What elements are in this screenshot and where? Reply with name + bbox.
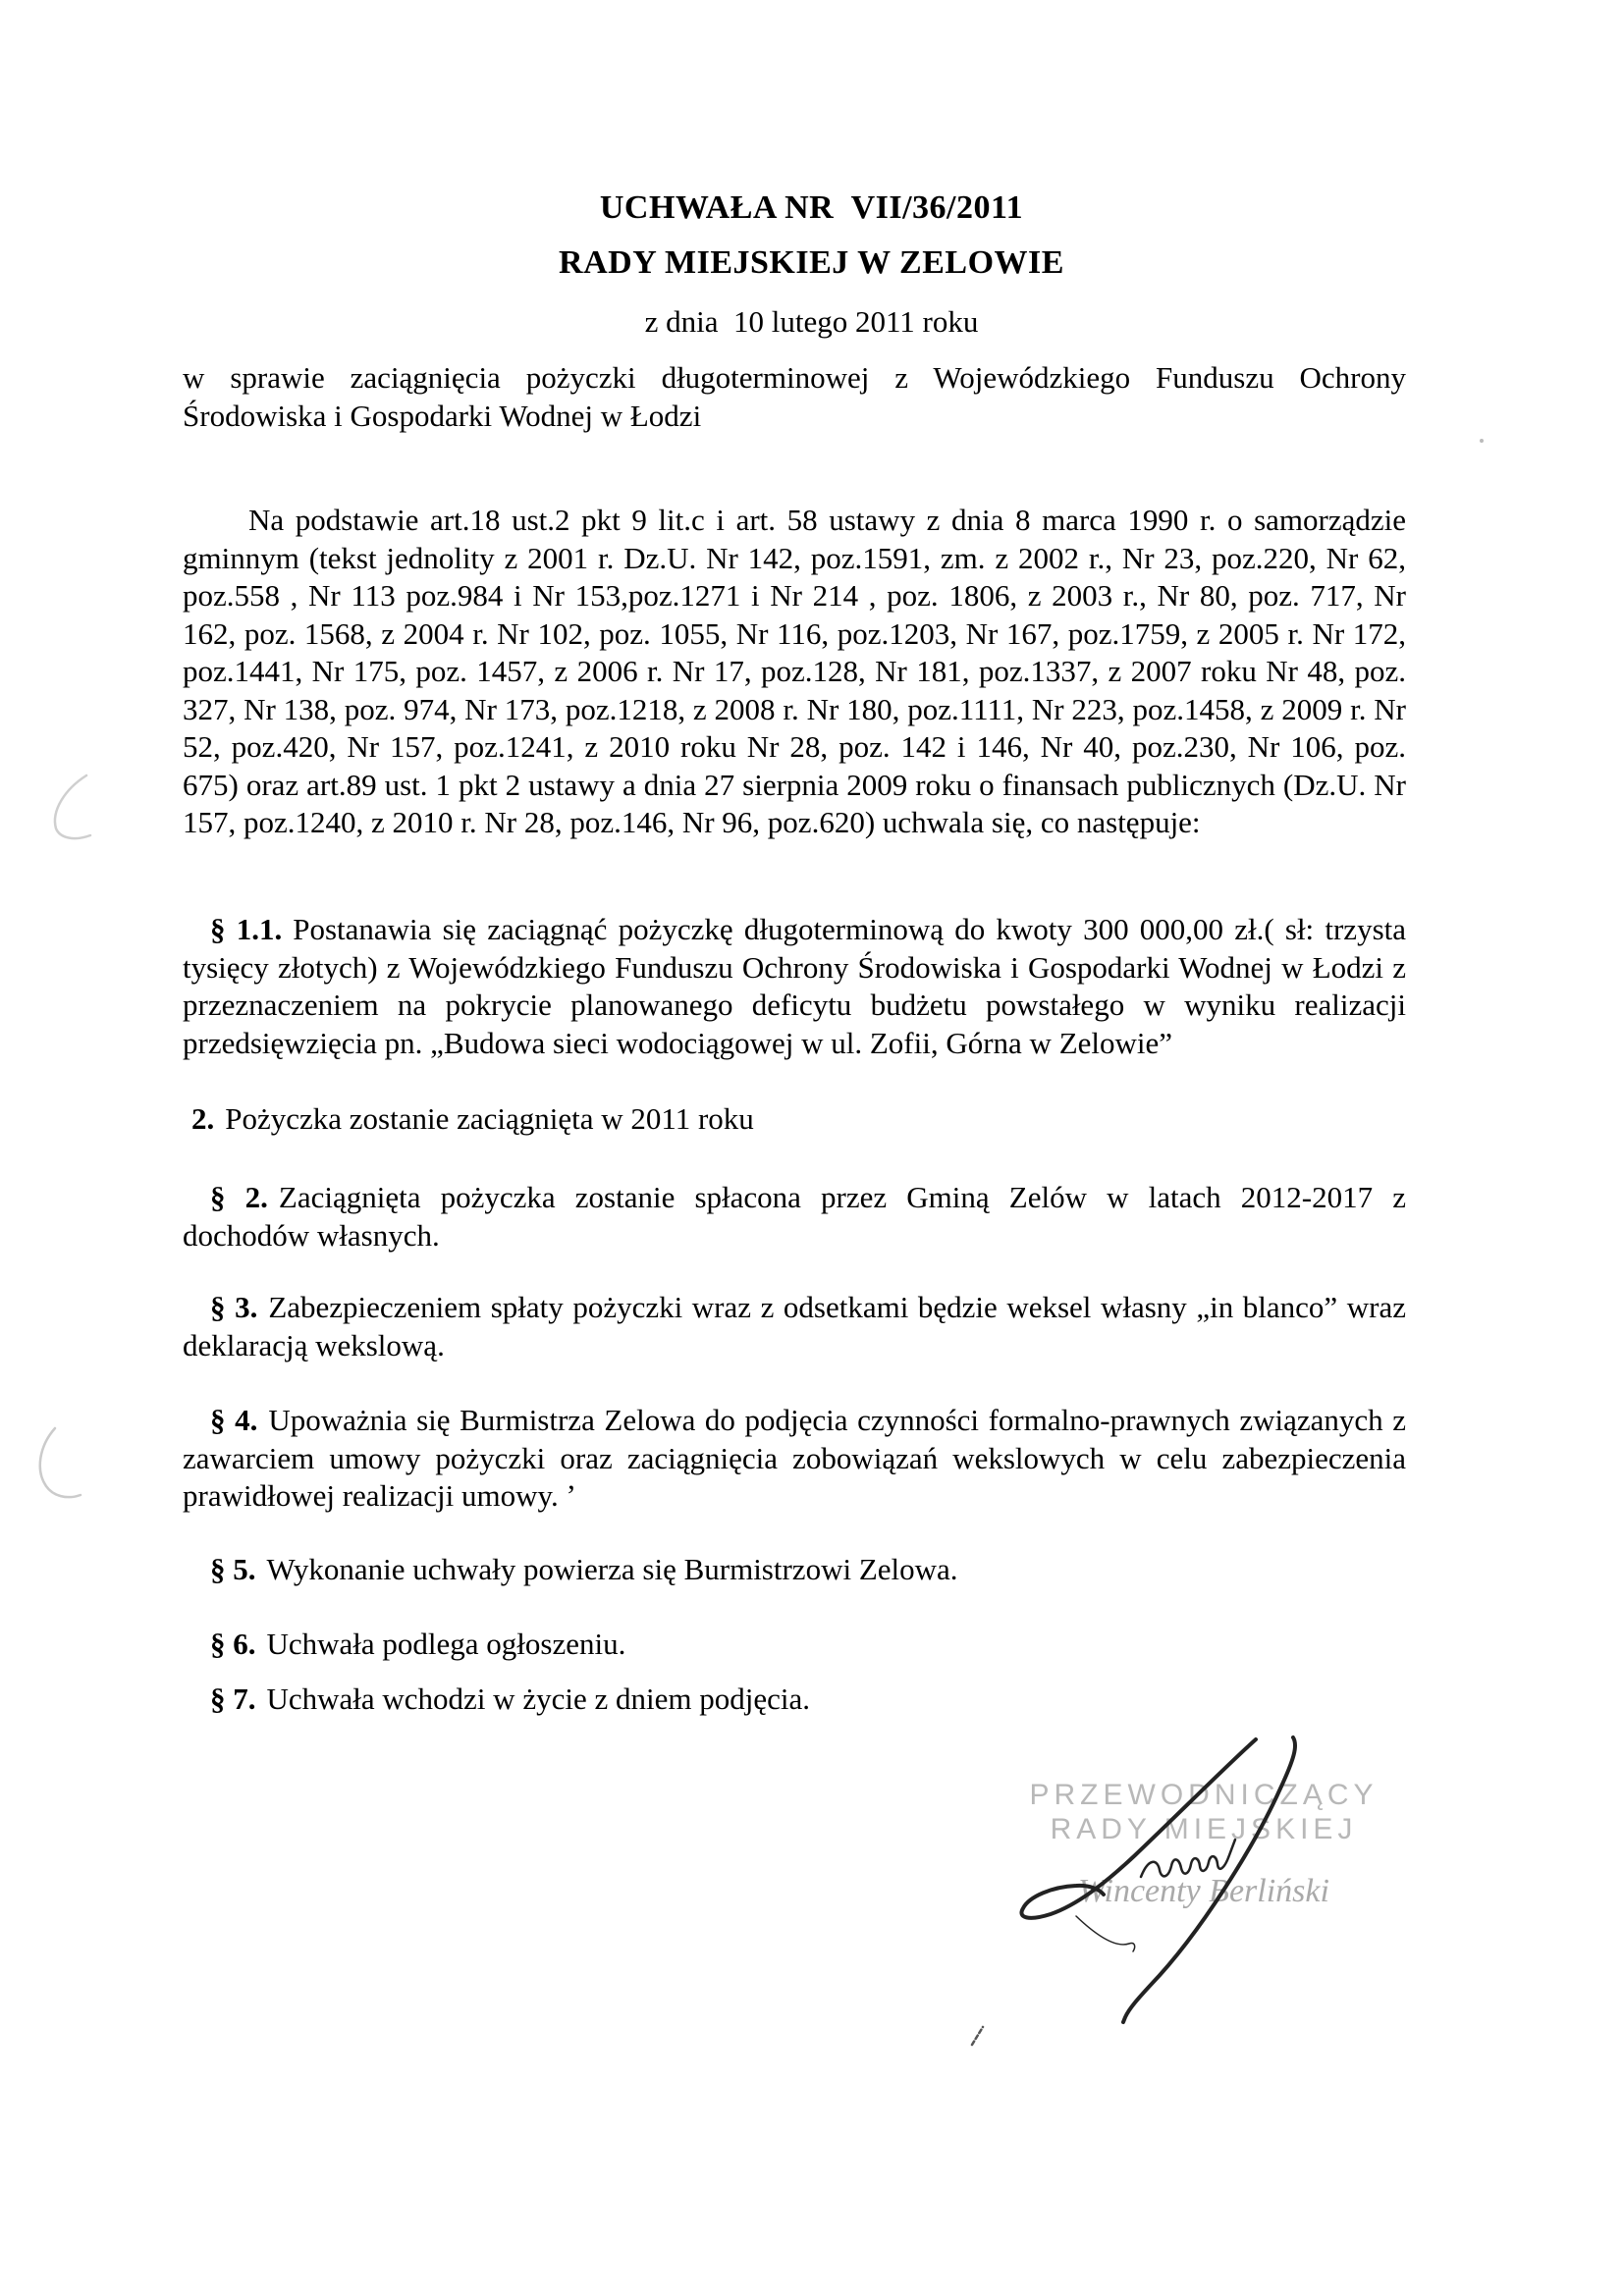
section-4-text: Upoważnia się Burmistrza Zelowa do podjęcia czynności formalno-prawnych związanych z zawarciem umowy pożyczki oraz zaciągnięcia zobowiązań wekslowych w celu zabezpieczenia prawidłowej realizacji umowy. ʼ	[183, 1403, 1407, 1513]
section-1-2	[183, 1100, 1406, 1139]
council-name-title: RADY MIEJSKIEJ W ZELOWIE	[559, 244, 1064, 281]
section-5-text: Wykonanie uchwały powierza się Burmistrzowi Zelowa.	[266, 1552, 958, 1586]
section-7-text: Uchwała wchodzi w życie z dniem podjęcia.	[266, 1682, 810, 1716]
chairman-name-stamp: Wincenty Berliński	[1078, 1873, 1329, 1909]
section-1-2-marker: 2.	[191, 1101, 215, 1136]
section-1-1	[183, 911, 1406, 1062]
section-5	[183, 1551, 1406, 1589]
subject-paragraph: w sprawie zaciągnięcia pożyczki długoterminowej z Wojewódzkiego Funduszu Ochrony Środowiska i Gospodarki Wodnej w Łodzi	[183, 360, 1406, 433]
section-1-2-text: Pożyczka zostanie zaciągnięta w 2011 roku	[225, 1101, 754, 1136]
signature-connector-line	[1076, 1916, 1135, 1951]
section-7-marker: § 7.	[210, 1682, 256, 1716]
resolution-number-title: UCHWAŁA NR VII/36/2011	[599, 189, 1024, 226]
section-5-marker: § 5.	[210, 1552, 256, 1586]
section-7	[183, 1681, 1406, 1719]
section-3	[183, 1289, 1406, 1364]
scan-artifact-margin-arc-2	[40, 1428, 81, 1497]
chairman-stamp-line-2: RADY MIEJSKIEJ	[1050, 1813, 1358, 1845]
section-3-text: Zabezpieczeniem spłaty pożyczki wraz z odsetkami będzie weksel własny „in blanco” wraz deklaracją wekslową.	[183, 1290, 1406, 1362]
scan-artifact-margin-arc-1	[55, 775, 90, 838]
section-1-1-marker: § 1.1.	[210, 912, 283, 946]
scan-artifact-speck	[1480, 439, 1484, 443]
section-3-marker: § 3.	[210, 1290, 258, 1324]
section-2-text: Zaciągnięta pożyczka zostanie spłacona przez Gminą Zelów w latach 2012-2017 z dochodów własnych.	[183, 1180, 1406, 1253]
chairman-stamp-line-1: PRZEWODNICZĄCY	[1029, 1779, 1379, 1811]
section-2	[183, 1179, 1406, 1255]
scan-artifact-slash	[972, 2027, 983, 2045]
section-4-marker: § 4.	[210, 1403, 258, 1437]
section-4	[183, 1402, 1406, 1516]
section-6	[183, 1626, 1406, 1664]
section-6-marker: § 6.	[210, 1627, 256, 1661]
section-1-1-text: Postanawia się zaciągnąć pożyczkę długoterminową do kwoty 300 000,00 zł.( sł: trzysta tysięcy złotych) z Wojewódzkiego Funduszu Ochrony Środowiska i Gospodarki Wodnej w Łodzi z przeznaczeniem na pokrycie planowanego deficytu budżetu powstałego w wyniku realizacji przedsięwzięcia pn. „Budowa sieci wodociągowej w ul. Zofii, Górna w Zelowie”	[183, 912, 1406, 1060]
resolution-date-line: z dnia 10 lutego 2011 roku	[644, 304, 979, 339]
section-2-marker: § 2.	[210, 1180, 268, 1214]
legal-basis-paragraph: Na podstawie art.18 ust.2 pkt 9 lit.c i art. 58 ustawy z dnia 8 marca 1990 r. o samorządzie gminnym (tekst jednolity z 2001 r. Dz.U. Nr 142, poz.1591, zm. z 2002 r., Nr 23, poz.220, Nr 62, poz.558 , Nr 113 poz.984 i Nr 153,poz.1271 i Nr 214 , poz. 1806, z 2003 r., Nr 80, poz. 717, Nr 162, poz. 1568, z 2004 r. Nr 102, poz. 1055, Nr 116, poz.1203, Nr 167, poz.1759, z 2005 r. Nr 172, poz.1441, Nr 175, poz. 1457, z 2006 r. Nr 17, poz.128, Nr 181, poz.1337, z 2007 roku Nr 48, poz. 327, Nr 138, poz. 974, Nr 173, poz.1218, z 2008 r. Nr 180, poz.1111, Nr 223, poz.1458, z 2009 r. Nr 52, poz.420, Nr 157, poz.1241, z 2010 roku Nr 28, poz. 142 i 146, Nr 40, poz.230, Nr 106, poz. 675) oraz art.89 ust. 1 pkt 2 ustawy a dnia 27 sierpnia 2009 roku o finansach publicznych (Dz.U. Nr 157, poz.1240, z 2010 r. Nr 28, poz.146, Nr 96, poz.620) uchwala się, co następuje:	[183, 503, 1406, 839]
section-6-text: Uchwała podlega ogłoszeniu.	[266, 1627, 626, 1661]
